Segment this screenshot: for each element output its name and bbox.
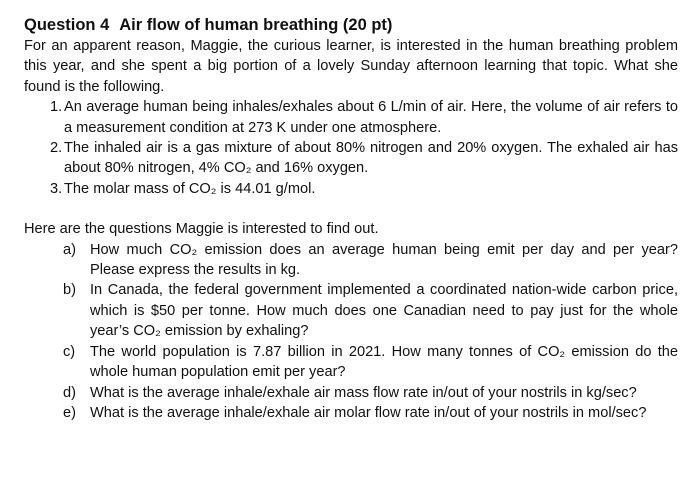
question-letter: a)	[63, 241, 76, 258]
questions-list	[24, 240, 678, 424]
question-heading	[24, 14, 678, 36]
intro-paragraph: For an apparent reason, Maggie, the curious learner, is interested in the human breathing problem this year, and she spent a big portion of a lovely Sunday afternoon learning that topic. What she found is the following.	[24, 38, 678, 95]
fact-number: 3.	[50, 180, 63, 197]
question-text: In Canada, the federal government implemented a coordinated nation-wide carbon price, which is $50 per tonne. How much does one Canadian need to pay just for the whole year’s CO₂ emission by exhaling?	[90, 282, 678, 340]
fact-text: The molar mass of CO₂ is 44.01 g/mol.	[64, 180, 316, 197]
questions-intro: Here are the questions Maggie is interested to find out.	[24, 221, 379, 238]
fact-item	[24, 138, 678, 179]
question-number: Question 4	[24, 16, 110, 34]
fact-number: 1.	[50, 99, 63, 116]
question-letter: d)	[63, 384, 76, 401]
section-gap	[24, 199, 678, 219]
question-letter: b)	[63, 282, 76, 299]
question-item	[24, 383, 678, 403]
question-text: What is the average inhale/exhale air molar flow rate in/out of your nostrils in mol/sec?	[90, 404, 647, 421]
question-item	[24, 403, 678, 423]
question-text: How much CO₂ emission does an average human being emit per day and per year? Please express the results in kg.	[90, 241, 678, 279]
question-item	[24, 342, 678, 383]
question-text: The world population is 7.87 billion in 2021. How many tonnes of CO₂ emission do the whole human population emit per year?	[90, 343, 678, 381]
question-item	[24, 240, 678, 281]
fact-item	[24, 97, 678, 138]
question-letter: c)	[63, 343, 76, 360]
question-item	[24, 280, 678, 341]
fact-number: 2.	[50, 140, 63, 157]
fact-item	[24, 179, 678, 199]
fact-text: The inhaled air is a gas mixture of about 80% nitrogen and 20% oxygen. The exhaled air has about 80% nitrogen, 4% CO₂ and 16% oxygen.	[64, 140, 678, 177]
question-title: Air flow of human breathing (20 pt)	[119, 16, 393, 34]
question-letter: e)	[63, 404, 76, 421]
facts-list	[24, 97, 678, 199]
fact-text: An average human being inhales/exhales about 6 L/min of air. Here, the volume of air refers to a measurement condition at 273 K under one atmosphere.	[64, 99, 678, 136]
question-text: What is the average inhale/exhale air mass flow rate in/out of your nostrils in kg/sec?	[90, 384, 637, 401]
